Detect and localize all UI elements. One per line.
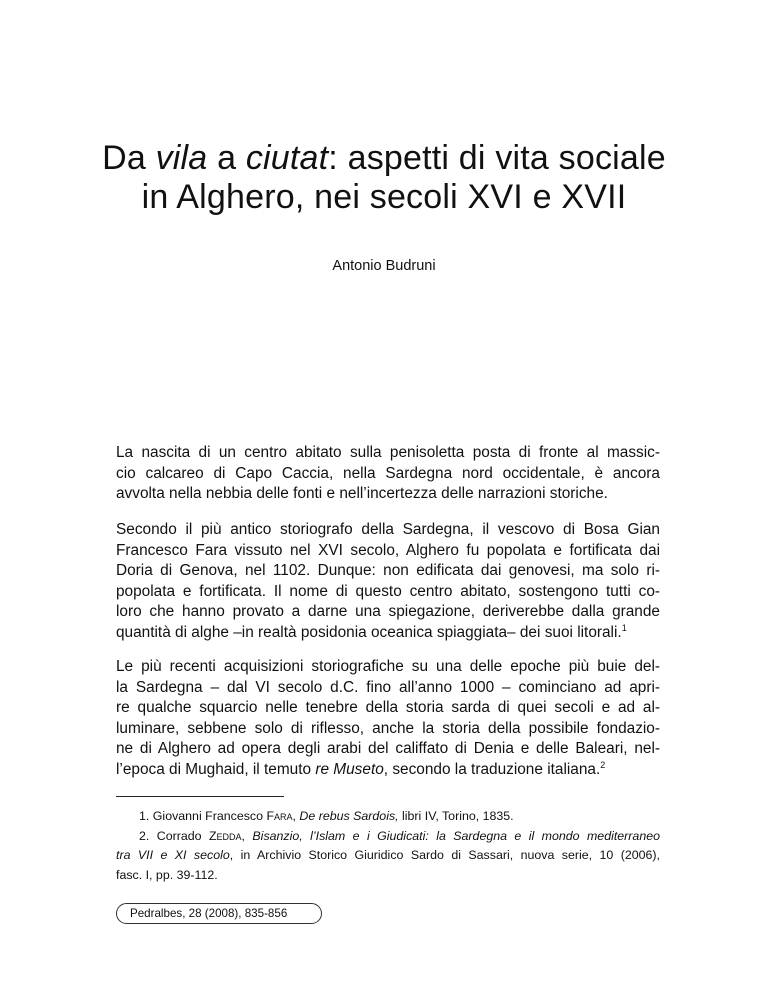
footnote-author-surname: Fara [266,809,293,823]
footnote-author: Giovanni Francesco [152,809,267,823]
footnote-line [116,827,660,847]
title-line-1 [95,139,673,178]
footnote-number: 1. [139,809,150,823]
title-segment-italic: ciutat [245,139,329,177]
text-segment-italic: re Museto [315,760,384,778]
title-segment: a [207,139,246,177]
footnote-line [116,807,660,827]
footnote-ref-2[interactable]: 2 [600,759,606,770]
text-line: ne di Alghero ad opera degli arabi del califfato di Denia e delle Baleari, nel- [116,740,660,758]
footnote-number: 2. [139,828,150,843]
footnote-line: fasc. I, pp. 39-112. [116,867,218,882]
footnote-text: , in Archivio Storico Giuridico Sardo di Sassari, nuova serie, 10 (2006), [229,848,660,863]
text-line [116,623,660,644]
text-line: re qualche squarcio nelle tenebre della storia sarda di quei secoli e ad al- [116,699,660,717]
text-line: popolata e fortificata. Il nome di questo centro abitato, sostengono tutti co- [116,582,660,600]
footnotes [116,807,660,885]
title-segment-italic: vila [155,139,208,177]
footnote-author: Corrado [156,828,209,843]
footnote-title: De rebus Sardois, [299,809,399,823]
footnote-ref-1[interactable]: 1 [621,622,627,633]
paragraph-3 [116,657,660,781]
text-line: Le più recenti acquisizioni storiografiche su una delle epoche più buie del- [116,658,660,675]
text-line: Doria di Genova, nel 1102. Dunque: non edificata dai genovesi, ma solo ri- [116,562,660,580]
footnote-1 [116,807,660,827]
text-line: Francesco Fara vissuto nel XVI secolo, Alghero fu popolata e fortificata dai [116,541,660,559]
paragraph-1 [116,443,660,505]
text-line: luminare, sebbene solo di riflesso, anche la storia della possibile fondazio- [116,719,660,737]
footnote-title: tra VII e XI secolo [116,848,230,863]
text-segment: quantità di alghe –in realtà posidonia oceanica spiaggiata– dei suoi litorali. [116,623,622,641]
text-line: avvolta nella nebbia delle fonti e nell’incertezza delle narrazioni storiche. [116,485,608,503]
footnote-title: Bisanzio, l’Islam e i Giudicati: la Sardegna e il mondo mediterraneo [252,828,660,843]
text-line [116,760,660,781]
article-title [95,139,673,217]
text-segment: l’epoca di Mughaid, il temuto [116,760,316,778]
author-name: Antonio Budruni [332,258,436,274]
footnote-sep: , [292,809,300,823]
footnote-divider [116,796,284,797]
journal-citation-badge: Pedralbes, 28 (2008), 835-856 [116,903,322,924]
title-segment: Da [102,139,156,177]
footnote-2 [116,827,660,886]
text-line: La nascita di un centro abitato sulla penisoletta posta di fronte al massic- [116,444,660,461]
footnote-text: libri IV, Torino, 1835. [398,809,514,823]
text-line: Secondo il più antico storiografo della Sardegna, il vescovo di Bosa Gian [116,521,660,538]
text-line: la Sardegna – dal VI secolo d.C. fino all’anno 1000 – cominciano ad apri- [116,678,660,696]
footnote-line [116,846,660,866]
text-line: loro che hanno provato a darne una spiegazione, deriverebbe dalla grande [116,603,660,621]
title-segment: : aspetti di vita sociale [328,139,666,177]
title-line-2: in Alghero, nei secoli XVI e XVII [141,178,627,216]
paragraph-2 [116,520,660,644]
text-segment: , secondo la traduzione italiana. [383,760,601,778]
footnote-sep: , [241,828,253,843]
footnote-author-surname: Zedda [208,828,242,843]
text-line: cio calcareo di Capo Caccia, nella Sardegna nord occidentale, è ancora [116,464,660,482]
